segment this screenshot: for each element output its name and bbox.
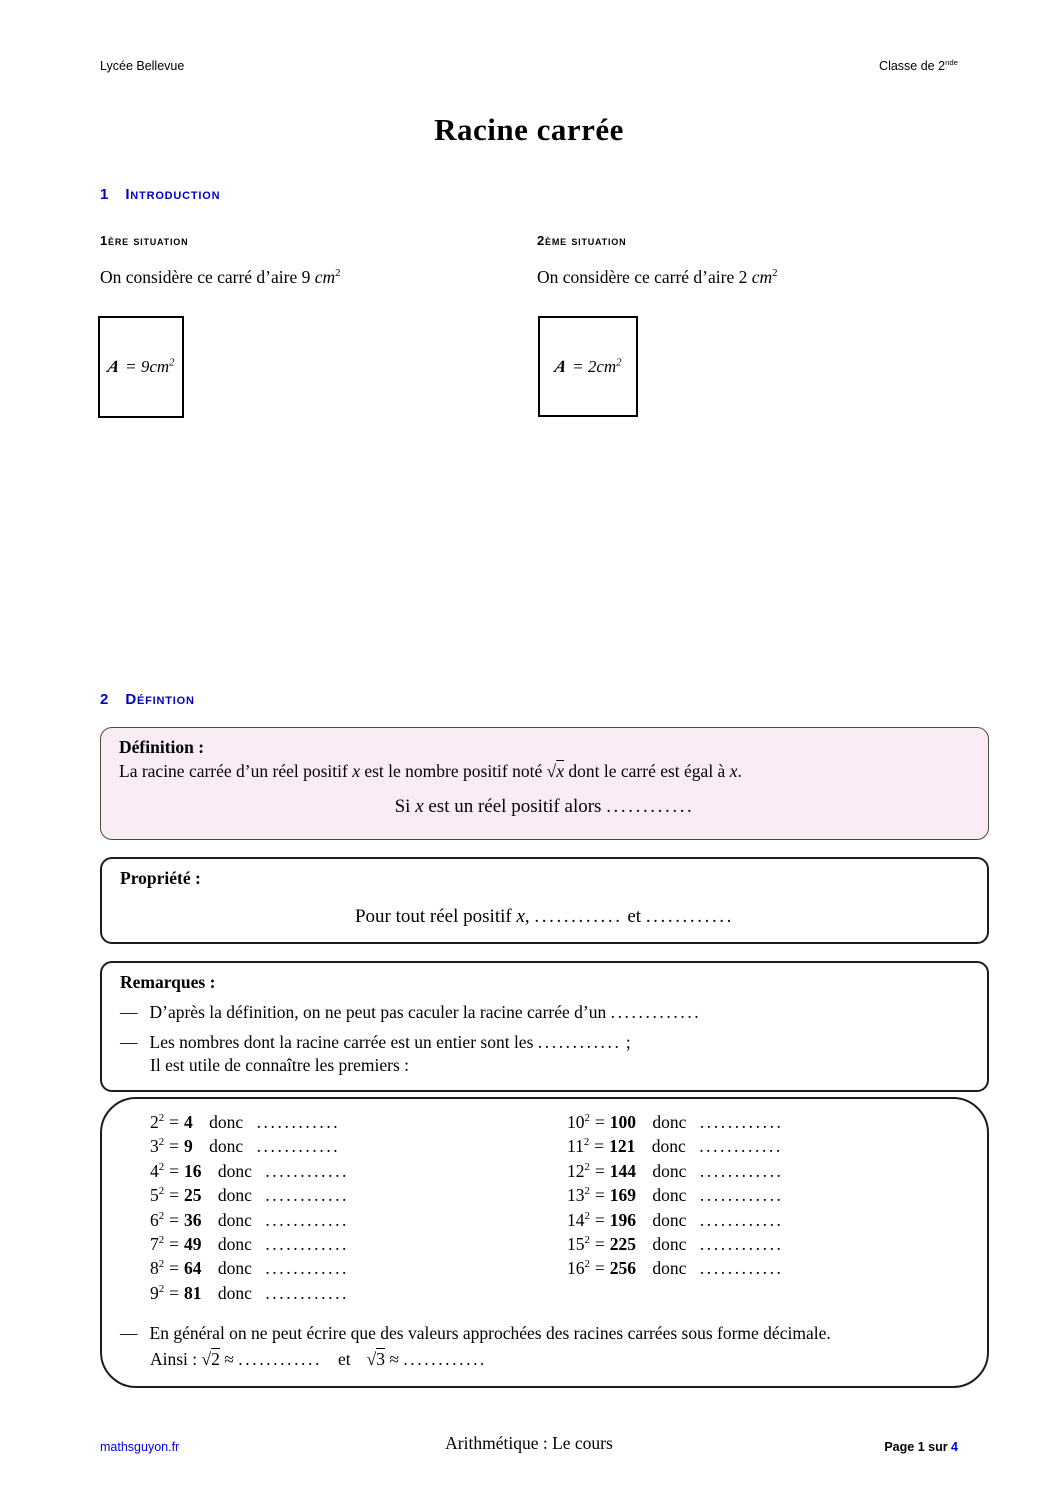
equation: $5^2 = 25$ <box>150 1185 202 1206</box>
equation: $7^2 = 49$ <box>150 1233 202 1254</box>
sqrt-x-expression: √x <box>546 761 565 781</box>
subsection-2eme-situation: 2ème situation <box>537 233 627 248</box>
square-equation-row <box>567 1112 784 1136</box>
square-area-label-2: $A = 2cm^2$ <box>552 356 622 376</box>
propriete-fill-line: Pour tout réel positif x, ............ et ............ <box>354 906 735 927</box>
donc-label: donc <box>652 1233 687 1254</box>
script-A-symbol: A <box>105 357 122 376</box>
equation: $11^2 = 121$ <box>567 1136 636 1157</box>
square-equation-row <box>150 1161 349 1185</box>
square-equation-row <box>150 1185 349 1209</box>
remarques-box <box>100 961 989 1092</box>
square-equation-row <box>567 1258 784 1282</box>
donc-label: donc <box>217 1209 252 1230</box>
dotted-blank: ............ <box>403 1349 488 1369</box>
squares-table-box <box>100 1097 989 1388</box>
subsection-1ere-situation: 1ère situation <box>100 233 189 248</box>
propriete-label: Propriété : <box>120 868 201 888</box>
equation: $4^2 = 16$ <box>150 1160 202 1181</box>
definition-box <box>100 727 989 840</box>
donc-label: donc <box>217 1282 252 1303</box>
donc-label: donc <box>217 1258 252 1279</box>
dash-bullet: — <box>120 1323 138 1343</box>
square-equation-row <box>567 1234 784 1258</box>
donc-label: donc <box>652 1209 687 1230</box>
propriete-box <box>100 857 989 944</box>
dotted-blank: ............ <box>238 1349 322 1369</box>
section-title: Introduction <box>125 186 221 203</box>
equation: $15^2 = 225$ <box>567 1233 637 1254</box>
script-A-symbol: A <box>552 356 569 376</box>
section-number: 2 <box>100 691 109 708</box>
dotted-blank: ............ <box>699 1185 784 1206</box>
donc-label: donc <box>217 1233 252 1254</box>
square-equation-row <box>567 1161 784 1185</box>
equation: $12^2 = 144$ <box>567 1160 637 1181</box>
remark-item-3: Il est utile de connaître les premiers : <box>150 1055 410 1075</box>
equation: $8^2 = 64$ <box>150 1258 202 1279</box>
dotted-blank: ............ <box>699 1112 784 1132</box>
equation: $3^2 = 9$ <box>150 1136 193 1157</box>
dotted-blank: ............ <box>265 1258 350 1279</box>
dotted-blank: ............ <box>265 1209 350 1230</box>
square-equation-row <box>567 1210 784 1234</box>
donc-label: donc <box>652 1185 687 1206</box>
square-area-label-1: $A = 9cm^2$ <box>105 357 175 376</box>
definition-fill-line: Si x est un réel positif alors ............ <box>394 796 695 817</box>
footer-site-link[interactable]: mathsguyon.fr <box>100 1440 180 1454</box>
header-school: Lycée Bellevue <box>100 59 185 73</box>
dotted-blank: ............ <box>256 1136 341 1157</box>
dotted-blank: ............ <box>265 1185 350 1206</box>
square-equation-row <box>150 1234 349 1258</box>
header-class: Classe de 2nde <box>879 57 958 73</box>
section-number: 1 <box>100 186 109 203</box>
dotted-blank: ............ <box>537 1032 622 1052</box>
sqrt-2-expression: √2 <box>201 1349 220 1369</box>
remarques-label: Remarques : <box>120 972 216 992</box>
donc-label: donc <box>652 1258 687 1279</box>
dotted-blank: ............ <box>699 1233 784 1254</box>
page-title: Racine carrée <box>434 112 624 147</box>
equation: $6^2 = 36$ <box>150 1209 202 1230</box>
definition-label: Définition : <box>119 737 205 757</box>
dotted-blank: ............ <box>699 1258 784 1279</box>
dotted-blank: ............ <box>534 906 623 927</box>
ainsi-line: Ainsi : √2 ≈ ............ et √3 ≈ ............ <box>150 1349 488 1369</box>
section-title: Défintion <box>125 691 195 708</box>
equation: $16^2 = 256$ <box>567 1258 637 1279</box>
sqrt-3-expression: √3 <box>366 1349 385 1369</box>
equation: $2^2 = 4$ <box>150 1112 193 1132</box>
dotted-blank: ............ <box>265 1282 350 1303</box>
donc-label: donc <box>209 1112 244 1132</box>
dotted-blank: ............ <box>256 1112 341 1132</box>
footer-center-title: Arithmétique : Le cours <box>445 1433 613 1453</box>
dotted-blank: ............ <box>699 1160 784 1181</box>
dotted-blank: ............. <box>610 1002 702 1022</box>
donc-label: donc <box>217 1160 252 1181</box>
dash-bullet: — <box>120 1032 138 1052</box>
footer-page-number: Page 1 sur 4 <box>884 1440 958 1454</box>
square-equation-row <box>150 1210 349 1234</box>
donc-label: donc <box>651 1136 686 1157</box>
donc-label: donc <box>652 1112 687 1132</box>
square-equation-row <box>150 1283 349 1307</box>
dotted-blank: ............ <box>699 1136 783 1157</box>
square-equation-row <box>567 1185 784 1209</box>
general-note: — En général on ne peut écrire que des valeurs approchées des racines carrées sous forme décimale. Ainsi : √2 ≈ ............ et √3 ≈ ............ <box>120 1323 970 1370</box>
equation: $9^2 = 81$ <box>150 1282 202 1303</box>
remark-item-1: — D’après la définition, on ne peut pas caculer la racine carrée d’un ............. <box>120 1002 702 1022</box>
dotted-blank: ............ <box>645 906 735 927</box>
situation-2-text: On considère ce carré d’aire 2 $cm^2$ <box>537 267 778 287</box>
section-2-heading <box>100 691 195 708</box>
dash-bullet: — <box>120 1002 138 1022</box>
square-figure-1 <box>98 316 184 418</box>
eq-column-left <box>150 1112 349 1307</box>
square-equation-row <box>567 1136 784 1160</box>
page-total: 4 <box>951 1440 958 1454</box>
remark-item-2: — Les nombres dont la racine carrée est un entier sont les ............ ; <box>120 1032 631 1052</box>
donc-label: donc <box>652 1160 687 1181</box>
definition-body: La racine carrée d’un réel positif x est le nombre positif noté √x dont le carré est égal à x. <box>119 761 742 781</box>
equation: $14^2 = 196$ <box>567 1209 637 1230</box>
eq-column-right <box>567 1112 784 1283</box>
donc-label: donc <box>217 1185 252 1206</box>
dotted-blank: ............ <box>265 1233 350 1254</box>
donc-label: donc <box>209 1136 244 1157</box>
square-equation-row <box>150 1258 349 1282</box>
dotted-blank: ............ <box>699 1209 784 1230</box>
section-1-heading <box>100 186 220 203</box>
dotted-blank: ............ <box>265 1160 350 1181</box>
situation-1-text: On considère ce carré d’aire 9 $cm^2$ <box>100 267 341 287</box>
square-equation-row <box>150 1136 349 1160</box>
header-class-sup: nde <box>945 57 958 67</box>
equation: $13^2 = 169$ <box>567 1185 637 1206</box>
dotted-blank: ............ <box>606 796 695 817</box>
equation: $10^2 = 100$ <box>567 1112 637 1132</box>
square-figure-2 <box>538 316 638 417</box>
square-equation-row <box>150 1112 349 1136</box>
